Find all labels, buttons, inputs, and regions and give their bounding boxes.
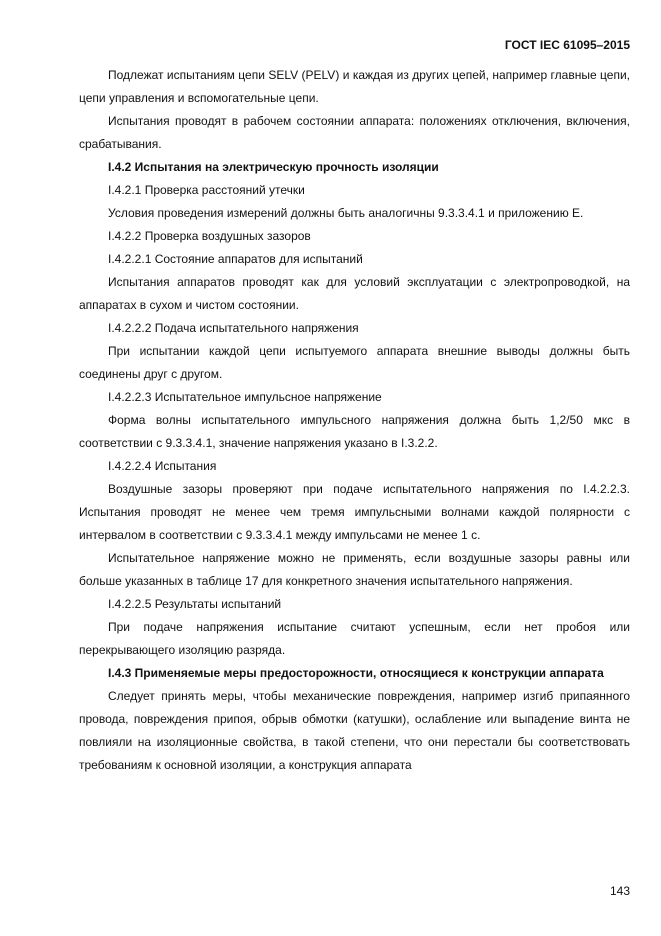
section-heading: I.4.2 Испытания на электрическую прочность изоляции <box>108 160 439 174</box>
paragraph: Условия проведения измерений должны быть аналогичны 9.3.3.4.1 и приложению Е. <box>108 206 584 220</box>
paragraph: Испытательное напряжение можно не применять, если воздушные зазоры равны или больше указанных в таблице 17 для конкретного значения испытательного напряжения. <box>79 551 630 588</box>
paragraph: При подаче напряжения испытание считают успешным, если нет пробоя или перекрывающего изоляцию разряда. <box>79 620 630 657</box>
paragraph: При испытании каждой цепи испытуемого аппарата внешние выводы должны быть соединены друг с другом. <box>79 344 630 381</box>
paragraph: Воздушные зазоры проверяют при подаче испытательного напряжения по I.4.2.2.3. Испытания проводят не менее чем тремя импульсными волнами каждой полярности с интервалом в соответствии с 9.3.3.4.1 между импульсами не менее 1 с. <box>79 482 630 542</box>
document-body <box>79 64 630 777</box>
paragraph: Форма волны испытательного импульсного напряжения должна быть 1,2/50 мкс в соответствии с 9.3.3.4.1, значение напряжения указано в I.3.2.2. <box>79 413 630 450</box>
paragraph: Испытания аппаратов проводят как для условий эксплуатации с электропроводкой, на аппаратах в сухом и чистом состоянии. <box>79 275 630 312</box>
paragraph: I.4.2.2 Проверка воздушных зазоров <box>108 229 311 243</box>
paragraph: I.4.2.2.2 Подача испытательного напряжения <box>108 321 359 335</box>
paragraph: Испытания проводят в рабочем состоянии аппарата: положениях отключения, включения, срабатывания. <box>79 114 630 151</box>
paragraph: I.4.2.2.3 Испытательное импульсное напряжение <box>108 390 382 404</box>
paragraph: Подлежат испытаниям цепи SELV (PELV) и каждая из других цепей, например главные цепи, цепи управления и вспомогательные цепи. <box>79 68 630 105</box>
page-number: 143 <box>609 884 630 898</box>
section-heading: I.4.3 Применяемые меры предосторожности, относящиеся к конструкции аппарата <box>108 666 604 680</box>
document-header: ГОСТ IEC 61095–2015 <box>504 38 630 52</box>
paragraph: I.4.2.2.4 Испытания <box>108 459 217 473</box>
paragraph: I.4.2.2.1 Состояние аппаратов для испытаний <box>108 252 363 266</box>
paragraph: Следует принять меры, чтобы механические повреждения, например изгиб припаянного провода, повреждения припоя, обрыв обмотки (катушки), ослабление или выпадение винта не повлияли на изоляционные свойства, в такой степени, что они перестали бы соответствовать требованиям к основной изоляции, а конструкция аппарата <box>79 689 630 772</box>
paragraph: I.4.2.2.5 Результаты испытаний <box>108 597 282 611</box>
paragraph: I.4.2.1 Проверка расстояний утечки <box>108 183 305 197</box>
